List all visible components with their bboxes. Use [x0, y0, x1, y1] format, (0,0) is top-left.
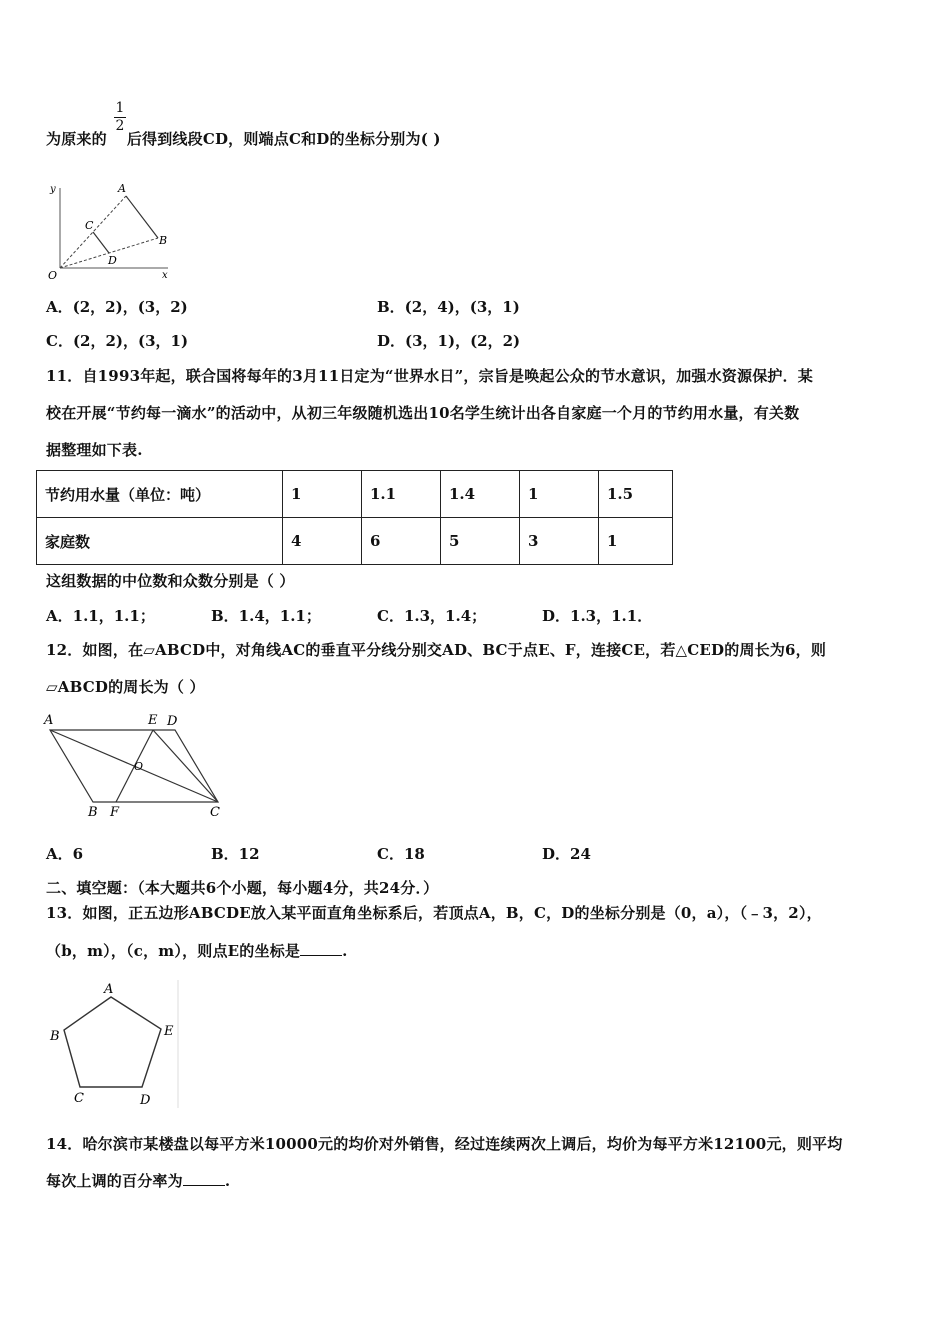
table-cell: 1 [599, 518, 673, 565]
q10-stem-pre: 为原来的 [46, 130, 107, 148]
label-a: A [104, 982, 114, 997]
label-b: B [88, 805, 98, 820]
q14-line-1: 14．哈尔滨市某楼盘以每平方米10000元的均价对外销售，经过连续两次上调后，均价为每平方米12100元，则平均 [46, 1135, 843, 1153]
q12-option-a[interactable]: A．6 [46, 845, 84, 863]
table-header-cell: 节约用水量（单位：吨） [37, 471, 283, 518]
q12-option-d[interactable]: D．24 [542, 845, 591, 863]
table-cell: 5 [441, 518, 520, 565]
table-cell: 1 [520, 471, 599, 518]
table-row [37, 471, 673, 518]
q11-line-2: 校在开展“节约每一滴水”的活动中，从初三年级随机选出10名学生统计出各自家庭一个月的节约用水量，有关数 [46, 404, 800, 422]
table-cell: 3 [520, 518, 599, 565]
label-y: y [50, 184, 56, 195]
table-cell: 1.4 [441, 471, 520, 518]
q11-question: 这组数据的中位数和众数分别是（ ） [46, 572, 295, 590]
label-b: B [50, 1029, 60, 1044]
q14-line-2-text: 每次上调的百分率为 [46, 1172, 183, 1190]
q11-line-3: 据整理如下表. [46, 441, 143, 459]
fraction-numerator: 1 [115, 100, 125, 116]
q12-line-1: 12．如图，在▱ABCD中，对角线AC的垂直平分线分别交AD、BC于点E、F，连接CE，若△CED的周长为6，则 [46, 641, 827, 659]
label-e: E [164, 1024, 174, 1039]
label-f: F [110, 805, 120, 820]
q10-stem [46, 128, 441, 149]
label-a: A [44, 713, 54, 728]
section-2-heading: 二、填空题：（本大题共6个小题，每小题4分，共24分．） [46, 879, 439, 897]
q12-line-2: ▱ABCD的周长为（ ） [46, 678, 205, 696]
label-o: O [48, 269, 58, 282]
label-e: E [148, 713, 158, 728]
regular-pentagon-abcde [64, 997, 161, 1087]
table-cell: 4 [283, 518, 362, 565]
q11-option-d[interactable]: D．1.3，1.1． [542, 607, 653, 625]
q14-line-2-end: . [224, 1172, 231, 1190]
q12-option-b[interactable]: B．12 [211, 845, 260, 863]
q13-line-2 [46, 940, 348, 961]
q10-option-a[interactable]: A．(2，2)，(3，2) [46, 298, 188, 316]
q10-option-b[interactable]: B．(2，4)，(3，1) [377, 298, 520, 316]
q10-figure [40, 178, 180, 283]
label-d: D [167, 714, 178, 729]
q14-line-2 [46, 1170, 230, 1191]
label-d: D [108, 254, 117, 267]
label-c: C [74, 1091, 84, 1106]
q13-line-1: 13．如图，正五边形ABCDE放入某平面直角坐标系后，若顶点A，B，C，D的坐标分别是（0，a），（﹣3，2）， [46, 904, 822, 922]
fraction-denominator: 2 [115, 118, 125, 134]
q13-line-2-text: （b，m），（c，m），则点E的坐标是 [46, 942, 301, 960]
label-c: C [85, 219, 94, 232]
q14-answer-blank[interactable] [183, 1173, 225, 1186]
table-row [37, 518, 673, 565]
q12-figure [40, 710, 240, 825]
label-d: D [140, 1093, 151, 1108]
label-b: B [159, 234, 168, 247]
q13-answer-blank[interactable] [300, 943, 342, 956]
table-cell: 1 [283, 471, 362, 518]
q10-option-d[interactable]: D．(3，1)，(2，2) [377, 332, 521, 350]
q10-stem-post: 后得到线段CD，则端点C和D的坐标分别为( ) [126, 130, 441, 148]
segment-ce [153, 730, 218, 802]
q10-option-c[interactable]: C．(2，2)，(3，1) [46, 332, 189, 350]
label-c: C [210, 805, 220, 820]
q11-line-1: 11．自1993年起，联合国将每年的3月11日定为“世界水日”，宗旨是唤起公众的节水意识，加强水资源保护．某 [46, 367, 813, 385]
q12-option-c[interactable]: C．18 [377, 845, 425, 863]
table-cell: 1.1 [362, 471, 441, 518]
label-o: O [134, 760, 144, 773]
table-cell: 1.5 [599, 471, 673, 518]
label-x: x [162, 270, 168, 281]
table-header-cell: 家庭数 [37, 518, 283, 565]
q11-option-a[interactable]: A．1.1，1.1； [46, 607, 155, 625]
label-a: A [118, 182, 126, 195]
water-saving-table [36, 470, 673, 565]
segment-cd [93, 232, 109, 253]
q13-line-2-end: . [342, 942, 348, 960]
q11-option-b[interactable]: B．1.4，1.1； [211, 607, 321, 625]
q11-option-c[interactable]: C．1.3，1.4； [377, 607, 487, 625]
segment-ab [126, 196, 158, 238]
table-cell: 6 [362, 518, 441, 565]
q13-figure [44, 980, 180, 1110]
